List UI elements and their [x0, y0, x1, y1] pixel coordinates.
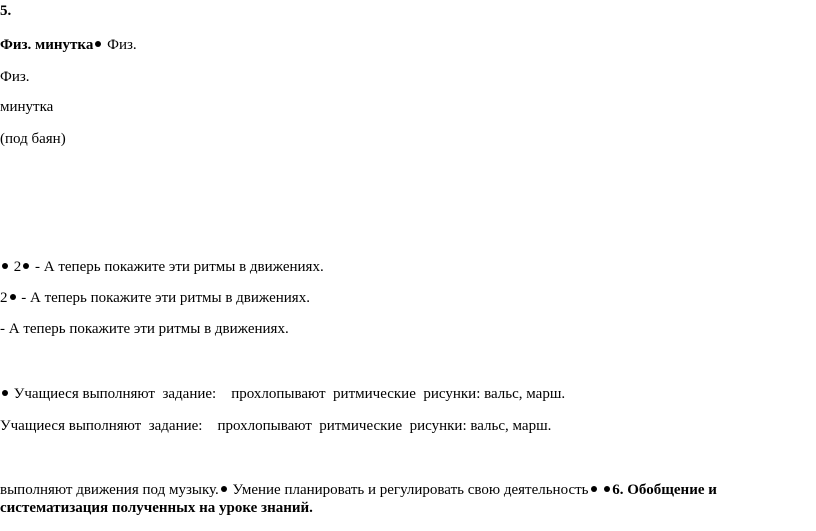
bullet-icon [2, 263, 8, 269]
bullet-icon [10, 294, 16, 300]
fiz-line: Физ. [0, 69, 30, 85]
final-text-1: выполняют движения под музыку. [0, 482, 219, 498]
fiz-after-bullet: Физ. [107, 37, 137, 53]
bullet-icon [95, 41, 101, 47]
bullet-line-1 [0, 258, 324, 276]
minutka-line: минутка [0, 99, 54, 115]
line-2 [0, 289, 310, 307]
bullet-line-1-num: 2 [13, 259, 22, 275]
bullet-icon [221, 486, 227, 492]
line-2-num: 2 [0, 290, 8, 306]
students-bullet-line [0, 385, 565, 403]
fiz-minutka-bold: Физ. минутка [0, 37, 94, 53]
section-number: 5. [0, 3, 12, 19]
final-text-2: Умение планировать и регулировать свою деятельность [232, 482, 589, 498]
fiz-minutka-heading-line [0, 36, 137, 54]
bullet-line-1-text: - А теперь покажите эти ритмы в движениях. [35, 259, 324, 275]
line-2-text: - А теперь покажите эти ритмы в движениях. [21, 290, 310, 306]
final-paragraph [0, 481, 800, 517]
line-3: - А теперь покажите эти ритмы в движениях. [0, 321, 289, 337]
bullet-icon [2, 390, 8, 396]
pod-bayan-line: (под баян) [0, 131, 66, 147]
students-bullet-text: Учащиеся выполняют задание: прохлопывают ритмические рисунки: вальс, марш. [13, 386, 566, 402]
final-bold: 6. Обобщение и систематизация полученных на уроке знаний. [0, 482, 717, 516]
bullet-icon [23, 263, 29, 269]
bullet-icon [591, 486, 597, 492]
students-line: Учащиеся выполняют задание: прохлопывают ритмические рисунки: вальс, марш. [0, 418, 552, 434]
bullet-icon [604, 486, 610, 492]
